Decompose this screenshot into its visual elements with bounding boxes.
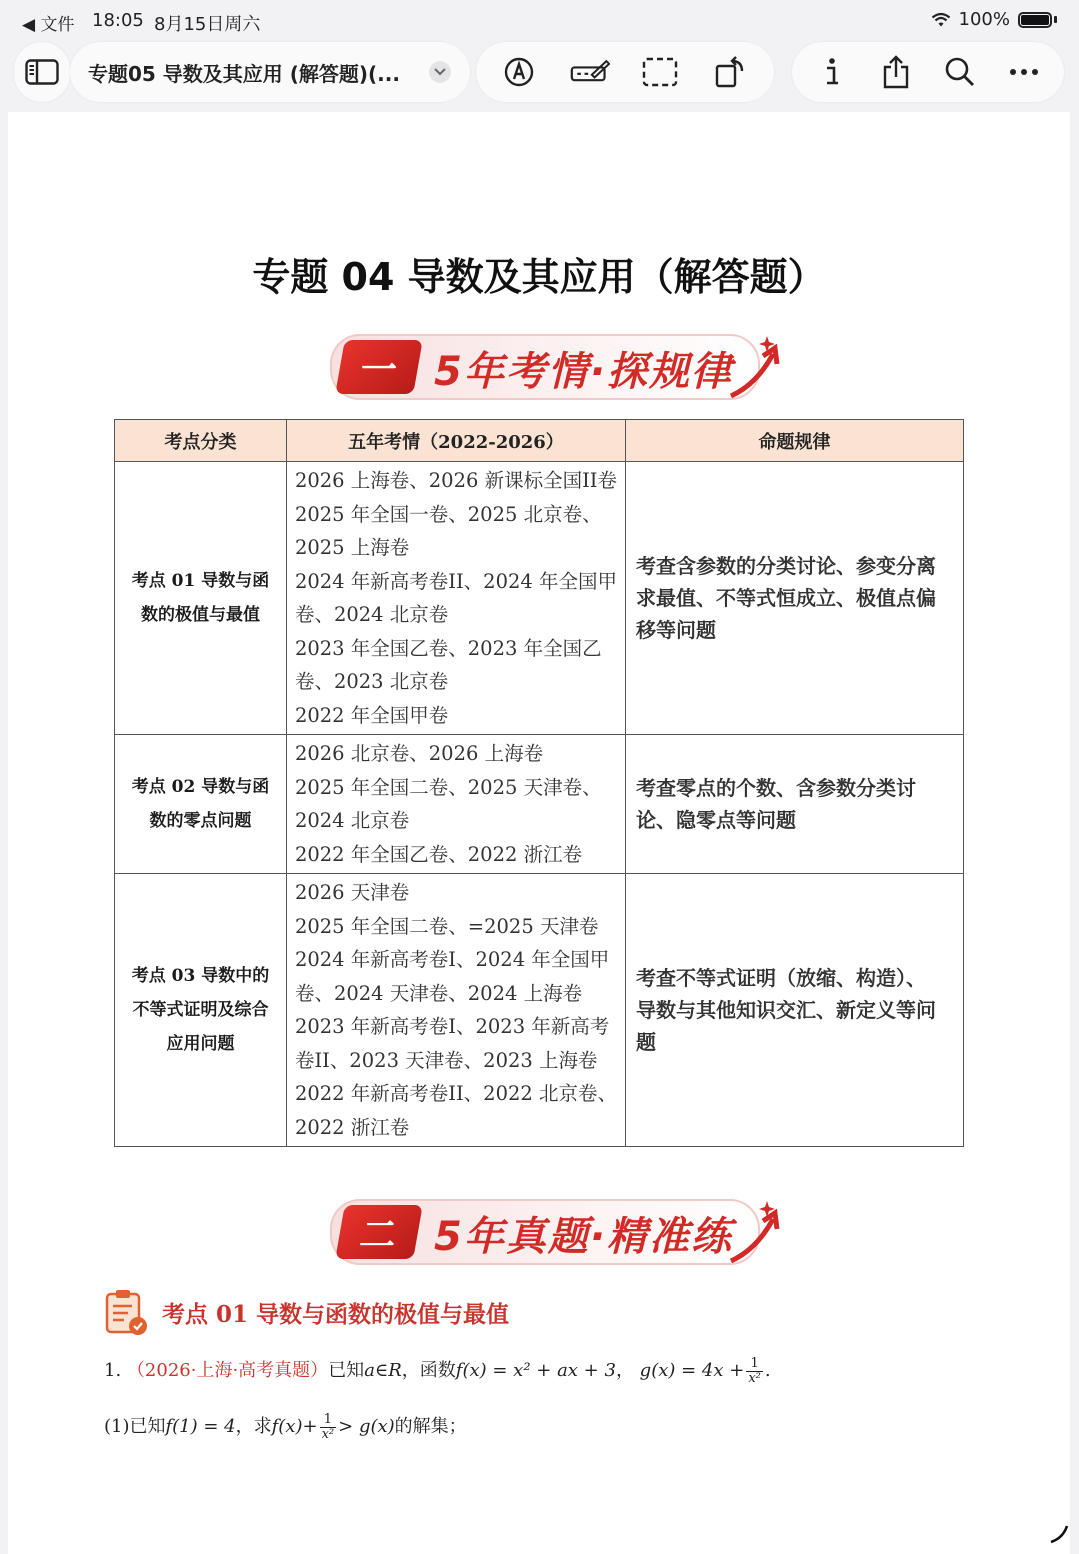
banner-title: 5年真题·精准练	[434, 1214, 734, 1260]
document-title-menu[interactable]	[70, 42, 470, 102]
question-source: （2026·上海·高考真题）	[126, 1360, 329, 1381]
row-exams: 2026 北京卷、2026 上海卷 2025 年全国二卷、2025 天津卷、 2024 北京卷 2022 年全国乙卷、2022 浙江卷	[286, 735, 625, 874]
annotate-icon[interactable]	[570, 52, 610, 92]
row-category: 考点 03 导数中的 不等式证明及综合 应用问题	[115, 874, 287, 1147]
more-icon[interactable]	[1004, 52, 1044, 92]
exam-analysis-table	[114, 419, 964, 1147]
row-pattern: 考查不等式证明（放缩、构造）、 导数与其他知识交汇、新定义等问 题	[626, 874, 964, 1147]
back-to-files-link[interactable]: ◀ 文件	[22, 15, 75, 35]
question-1-stem: 1. （2026·上海·高考真题）已知a∈R，函数f(x) = x² + ax + 3， g(x) = 4x + $\frac{1}{\text{x²}}$ .	[104, 1355, 771, 1386]
sidebar-icon	[25, 59, 59, 85]
chevron-down-icon[interactable]	[429, 61, 451, 83]
topic-heading-text: 考点 01 导数与函数的极值与最值	[162, 1300, 510, 1328]
banner-title: 5年考情·探规律	[434, 349, 734, 395]
search-icon[interactable]	[940, 52, 980, 92]
table-row	[115, 874, 964, 1147]
toolbar	[0, 42, 1079, 104]
row-pattern: 考查含参数的分类讨论、参变分离 求最值、不等式恒成立、极值点偏 移等问题	[626, 462, 964, 735]
banner-number: 二	[335, 1205, 423, 1259]
question-1-part-1: (1)已知f(1) = 4，求f(x)+ $\frac{1}{\text{x²}}$ > g(x)的解集；	[104, 1411, 467, 1442]
markup-pen-icon[interactable]	[499, 52, 539, 92]
battery-percent: 100%	[958, 9, 1010, 30]
sidebar-toggle-button[interactable]	[14, 42, 70, 102]
markup-tools	[476, 42, 774, 102]
status-time: 18:05	[92, 10, 144, 31]
document-title: 专题05 导数及其应用 (解答题)(...	[88, 61, 400, 86]
page-title: 专题 04 导数及其应用（解答题）	[252, 255, 826, 299]
table-row	[115, 462, 964, 735]
info-icon[interactable]	[812, 52, 852, 92]
table-row	[115, 735, 964, 874]
status-bar	[0, 0, 1079, 42]
row-exams: 2026 天津卷 2025 年全国二卷、=2025 天津卷 2024 年新高考卷I、2024 年全国甲 卷、2024 天津卷、2024 上海卷 2023 年新高考卷I、2023 年新高考 卷II、2023 天津卷、2023 上海卷 2022 年新高考卷II、2022 北京卷、 2022 浙江卷	[286, 874, 625, 1147]
wifi-icon	[931, 12, 951, 28]
document-actions	[792, 42, 1064, 102]
status-right	[931, 9, 1057, 30]
share-icon[interactable]	[876, 52, 916, 92]
row-category: 考点 01 导数与函 数的极值与最值	[115, 462, 287, 735]
select-rect-icon[interactable]	[640, 52, 680, 92]
row-category: 考点 02 导数与函 数的零点问题	[115, 735, 287, 874]
row-pattern: 考查零点的个数、含参数分类讨 论、隐零点等问题	[626, 735, 964, 874]
sparkle-arrow-icon	[727, 1199, 787, 1269]
status-date: 8月15日周六	[154, 14, 261, 35]
section-banner-2	[322, 1187, 792, 1277]
battery-icon	[1018, 12, 1052, 28]
rotate-icon[interactable]	[711, 52, 751, 92]
scroll-indicator-icon	[1047, 1522, 1071, 1546]
pdf-page[interactable]	[8, 112, 1070, 1554]
section-banner-1	[322, 322, 792, 412]
header-exams: 五年考情（2022-2026）	[286, 420, 625, 462]
header-pattern: 命题规律	[626, 420, 964, 462]
battery-tip	[1054, 16, 1057, 23]
sparkle-arrow-icon	[727, 334, 787, 404]
topic-heading	[104, 1288, 509, 1336]
row-exams: 2026 上海卷、2026 新课标全国II卷 2025 年全国一卷、2025 北京卷、 2025 上海卷 2024 年新高考卷II、2024 年全国甲 卷、2024 北京卷 2023 年全国乙卷、2023 年全国乙 卷、2023 北京卷 2022 年全国甲卷	[286, 462, 625, 735]
fraction: $\frac{1}{\text{x²}}$	[748, 1355, 761, 1386]
clipboard-icon	[104, 1288, 148, 1336]
header-category: 考点分类	[115, 420, 287, 462]
table-header-row	[115, 420, 964, 462]
fraction: $\frac{1}{\text{x²}}$	[321, 1411, 335, 1442]
banner-number: 一	[335, 340, 423, 394]
